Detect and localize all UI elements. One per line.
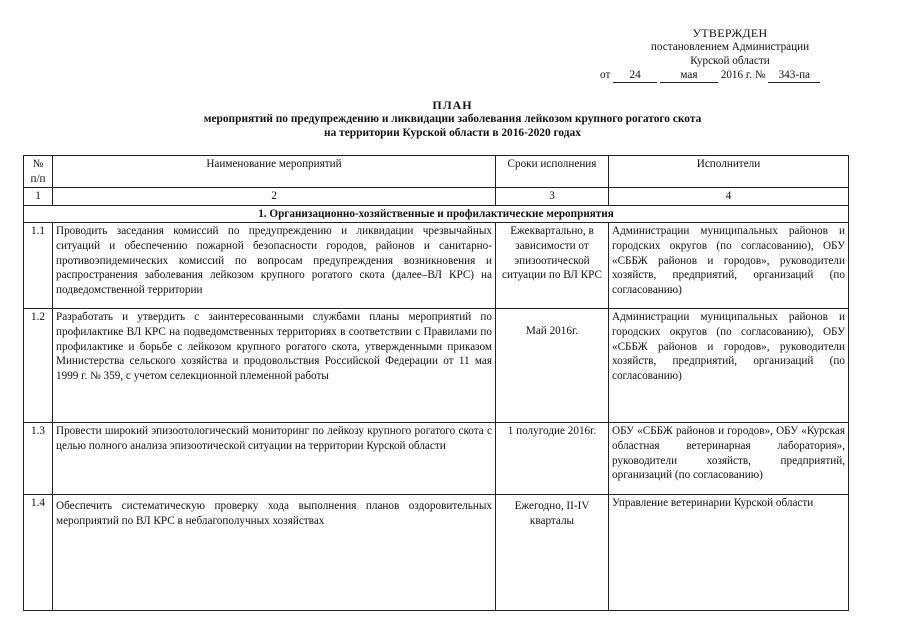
table-row (24, 223, 849, 309)
title-main: ПЛАН (432, 98, 473, 112)
order-year: 2016 г. № (720, 69, 766, 81)
approval-line-2: Курской области (690, 55, 770, 67)
approval-heading: УТВЕРЖДЕН (692, 26, 768, 40)
table-header-row (24, 156, 849, 188)
column-number-row (24, 188, 849, 206)
row-number: 1.2 (24, 309, 53, 423)
order-month: мая (660, 68, 718, 83)
order-day: 24 (613, 68, 657, 83)
row-executors: Управление ветеринарии Курской области (609, 495, 849, 611)
row-measure: Обеспечить систематическую проверку хода выполнения планов оздоровительных мероприятий по ВЛ КРС в неблагополучных хозяйствах (53, 495, 496, 611)
order-number: 343-па (768, 68, 820, 83)
section-title: 1. Организационно-хозяйственные и профилактические мероприятия (24, 205, 849, 223)
row-executors: Администрации муниципальных районов и городских округов (по согласованию), ОБУ «СББЖ районов и городов», руководители хозяйств, предприятий, организаций (по согласованию) (609, 309, 849, 423)
row-terms: Ежеквартально, в зависимости от эпизоотической ситуации по ВЛ КРС (496, 223, 609, 309)
header-executors: Исполнители (609, 156, 849, 188)
row-measure: Проводить заседания комиссий по предупреждению и ликвидации чрезвычайных ситуаций и обеспечению пожарной безопасности городов, районов и санитарно-противоэпидемических комиссий по вопросам предупреждения возникновения и распространения заболевания лейкозом крупного рогатого скота (далее–ВЛ КРС) на подведомственной территории (53, 223, 496, 309)
row-terms: 1 полугодие 2016г. (496, 423, 609, 495)
row-number: 1.4 (24, 495, 53, 611)
title-line-1: мероприятий по предупреждению и ликвидации заболевания лейкозом крупного рогатого скота (203, 113, 702, 125)
document-title (0, 98, 905, 140)
title-line-2: на территории Курской области в 2016-2020 годах (324, 127, 581, 139)
approval-order-line (600, 68, 860, 83)
row-measure: Разработать и утвердить с заинтересованными службами планы мероприятий по профилактике ВЛ КРС на подведомственных территориях в соответствии с Правилами по профилактике и борьбе с лейкозом крупного рогатого скота, утвержденными приказом Министерства сельского хозяйства и продовольствия Российской Федерации от 11 мая 1999 г. № 359, с учетом селекционной племенной работы (53, 309, 496, 423)
table-row (24, 495, 849, 611)
header-name: Наименование мероприятий (53, 156, 496, 188)
approval-line-1: постановлением Администрации (650, 41, 810, 53)
plan-table (23, 155, 849, 611)
table-row (24, 423, 849, 495)
table-row (24, 309, 849, 423)
row-terms: Ежегодно, II-IV кварталы (496, 495, 609, 611)
approval-block (600, 26, 860, 83)
row-number: 1.1 (24, 223, 53, 309)
column-number: 3 (496, 188, 609, 206)
order-from-label: от (600, 69, 611, 81)
column-number: 2 (53, 188, 496, 206)
header-terms: Сроки исполнения (496, 156, 609, 188)
column-number: 4 (609, 188, 849, 206)
row-measure: Провести широкий эпизоотологический мониторинг по лейкозу крупного рогатого скота с целью полного анализа эпизоотической ситуации на территории Курской области (53, 423, 496, 495)
row-executors: Администрации муниципальных районов и городских округов (по согласованию), ОБУ «СББЖ районов и городов», руководители хозяйств, предприятий, организаций (по согласованию) (609, 223, 849, 309)
section-row (24, 205, 849, 223)
row-terms: Май 2016г. (496, 309, 609, 423)
row-number: 1.3 (24, 423, 53, 495)
header-num: № п/п (24, 156, 53, 188)
row-executors: ОБУ «СББЖ районов и городов», ОБУ «Курская областная ветеринарная лаборатория», руководители хозяйств, предприятий, организаций (по согласованию) (609, 423, 849, 495)
column-number: 1 (24, 188, 53, 206)
